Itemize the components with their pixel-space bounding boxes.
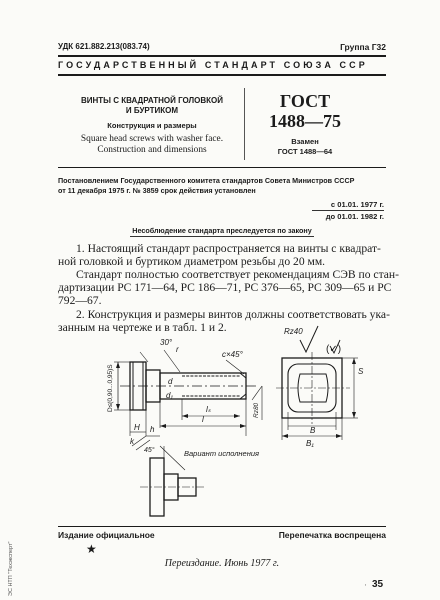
title-ru-line2: И БУРТИКОМ: [125, 106, 179, 115]
page-marker: ·: [364, 580, 367, 590]
star-icon: ★: [86, 542, 97, 556]
arrow-s-down: [352, 412, 356, 418]
decree-from-date: с 01.01. 1977 г.: [330, 200, 384, 209]
p2-line3: 792—67.: [58, 294, 102, 307]
title-en-line1: Square head screws with washer face.: [80, 134, 224, 144]
title-en-line2: Construction and dimensions: [97, 145, 207, 155]
udc-code: УДК 621.882.213(083.74): [58, 42, 150, 51]
label-k: k: [130, 437, 134, 446]
gost-label: ГОСТ: [279, 91, 331, 111]
decree-notice: Несоблюдение стандарта преследуется по закону: [132, 226, 312, 235]
label-r: r: [176, 345, 179, 354]
page-number: 35: [372, 579, 384, 590]
decree-line1: Постановлением Государственного комитета стандартов Совета Министров СССР: [58, 176, 355, 185]
gost-number: 1488—75: [269, 111, 341, 131]
arrow-b-left: [282, 434, 288, 438]
label-angle-45: 45°: [144, 447, 155, 454]
label-roughness: Rz40: [284, 327, 303, 336]
label-roughness-paren: (✓): [326, 344, 342, 355]
decree-line2: от 11 декабря 1975 г. № 3859 срок действия установлен: [58, 186, 256, 195]
p1-line2: ной головкой и буртиком диаметром резьбы до 20 мм.: [58, 255, 326, 268]
arrow-b-right: [336, 434, 342, 438]
p1-line1: 1. Настоящий стандарт распространяется на винты с квадрат-: [76, 242, 381, 255]
label-s: S: [358, 367, 364, 376]
reissue-note: Переиздание. Июнь 1977 г.: [164, 558, 280, 569]
subtitle-ru: Конструкция и размеры: [107, 121, 197, 130]
replaces-label: Взамен: [291, 137, 319, 146]
label-left-dim: D≤(0,90...0,95)S: [107, 364, 114, 412]
label-h: h: [150, 425, 155, 434]
label-ls: lₛ: [206, 405, 211, 414]
arrow-up: [116, 362, 120, 368]
label-variant: Вариант исполнения: [184, 449, 260, 458]
replaces-value: ГОСТ 1488—64: [277, 147, 333, 156]
label-H: H: [134, 423, 140, 432]
p3-line2: занным на чертеже и в табл. 1 и 2.: [58, 321, 227, 334]
arrow-l-left: [160, 424, 166, 428]
label-d1: d₁: [166, 391, 173, 400]
arrow-l-right: [240, 424, 246, 428]
title-ru-line1: ВИНТЫ С КВАДРАТНОЙ ГОЛОВКОЙ: [80, 96, 224, 105]
label-angle-30: 30°: [160, 338, 173, 347]
p2-line2: дартизации PC 171—64, PC 186—71, PC 376—65, PC 309—65 и PC: [58, 281, 392, 294]
official-edition: Издание официальное: [58, 530, 155, 540]
arrow-s-up: [352, 358, 356, 364]
p3-line1: 2. Конструкция и размеры винтов должны соответствовать ука-: [76, 308, 390, 321]
label-b1: B₁: [306, 439, 314, 448]
label-l: l: [202, 415, 204, 424]
p2-line1: Стандарт полностью соответствует рекомендациям СЭВ по стан-: [76, 268, 399, 281]
label-rz80: Rz80: [253, 402, 260, 418]
decree-to-date: до 01.01. 1982 г.: [325, 212, 384, 221]
arrow-ls-left: [182, 414, 188, 418]
label-chamfer: c×45°: [222, 350, 243, 359]
arrow-down: [116, 404, 120, 410]
no-reprint: Перепечатка воспрещена: [278, 530, 386, 540]
state-standard-banner: ГОСУДАРСТВЕННЫЙ СТАНДАРТ СОЮЗА ССР: [58, 60, 368, 70]
square-head-end-view: [276, 326, 358, 440]
stamp-text: ЭС НТП "Техэксперт": [8, 541, 14, 596]
group-code: Группа Г32: [340, 42, 386, 52]
label-b: B: [310, 426, 316, 435]
arrow-ls-right: [234, 414, 240, 418]
footer-rule: [58, 526, 386, 527]
label-d: d: [168, 377, 173, 386]
